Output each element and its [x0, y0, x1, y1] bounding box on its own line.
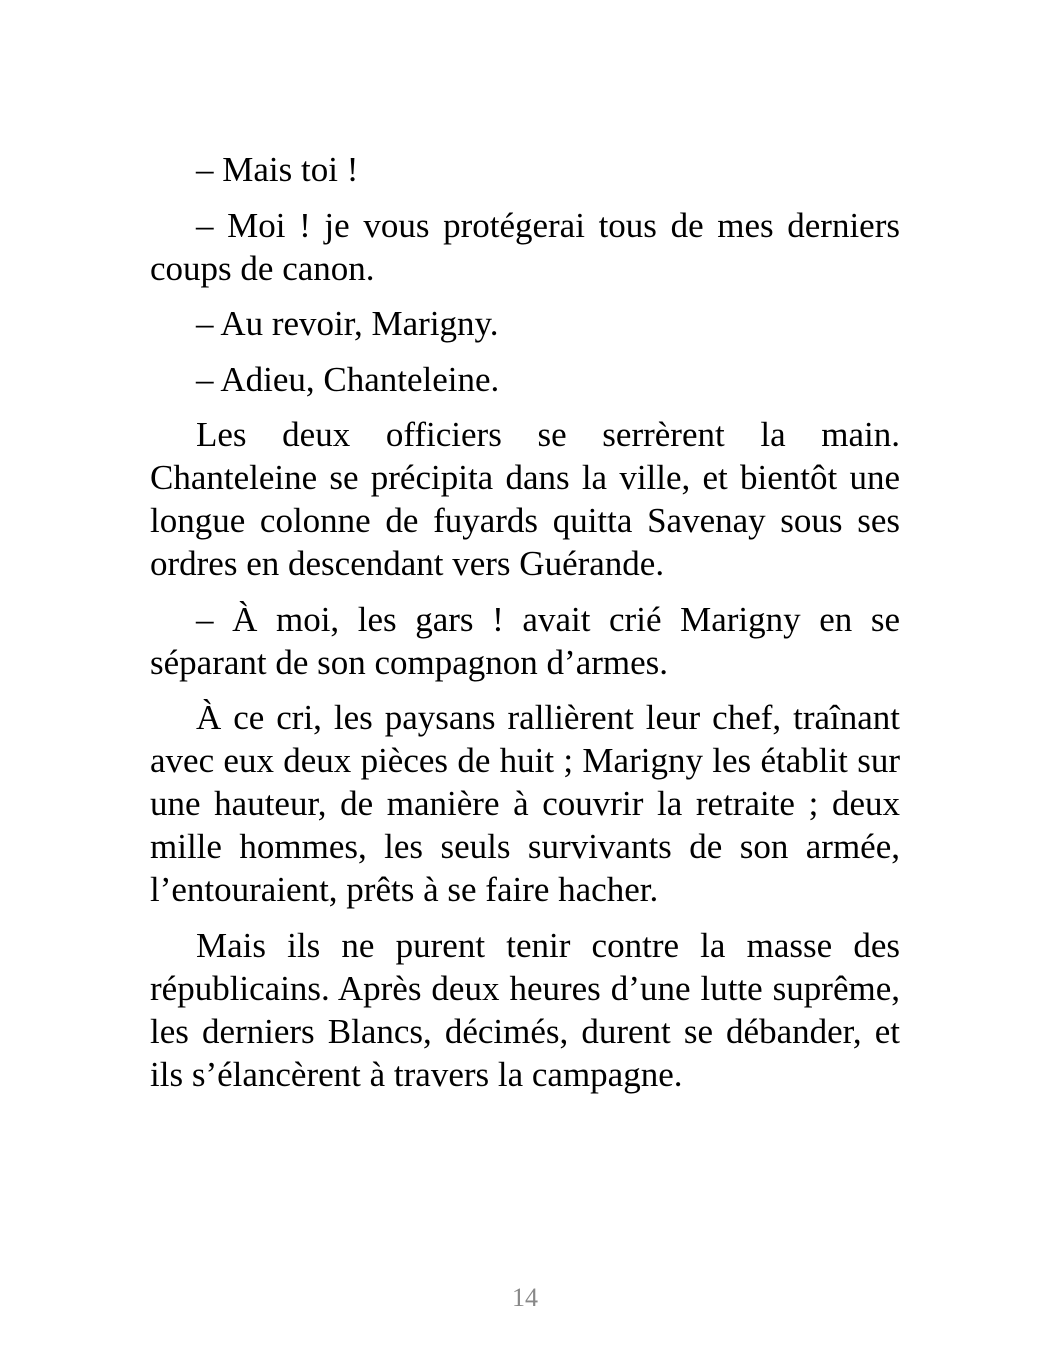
dialogue-line: – Mais toi !: [196, 150, 359, 189]
dialogue-line: – Moi ! je vous protégerai tous de mes derniers coups de canon.: [150, 205, 900, 288]
narrative-paragraph: Les deux officiers se serrèrent la main. Chanteleine se précipita dans la ville, et bientôt une longue colonne de fuyards quitta Savenay sous ses ordres en descendant vers Guérande.: [150, 415, 900, 583]
dialogue-line: – Adieu, Chanteleine.: [196, 359, 500, 399]
page-text-block: [150, 148, 900, 1108]
narrative-paragraph: À ce cri, les paysans rallièrent leur chef, traînant avec eux deux pièces de huit ; Marigny les établit sur une hauteur, de manière à couvrir la retraite ; deux mille hommes, les seuls survivants de son armée, l’entouraient, prêts à se faire hacher.: [150, 698, 900, 909]
dialogue-line: – À moi, les gars ! avait crié Marigny en se séparant de son compagnon d’armes.: [150, 599, 900, 682]
dialogue-line: – Au revoir, Marigny.: [196, 304, 499, 343]
narrative-paragraph: Mais ils ne purent tenir contre la masse des républicains. Après deux heures d’une lutte suprême, les derniers Blancs, décimés, durent se débander, et ils s’élancèrent à travers la campagne.: [150, 925, 900, 1094]
page-number: 14: [512, 1283, 538, 1312]
